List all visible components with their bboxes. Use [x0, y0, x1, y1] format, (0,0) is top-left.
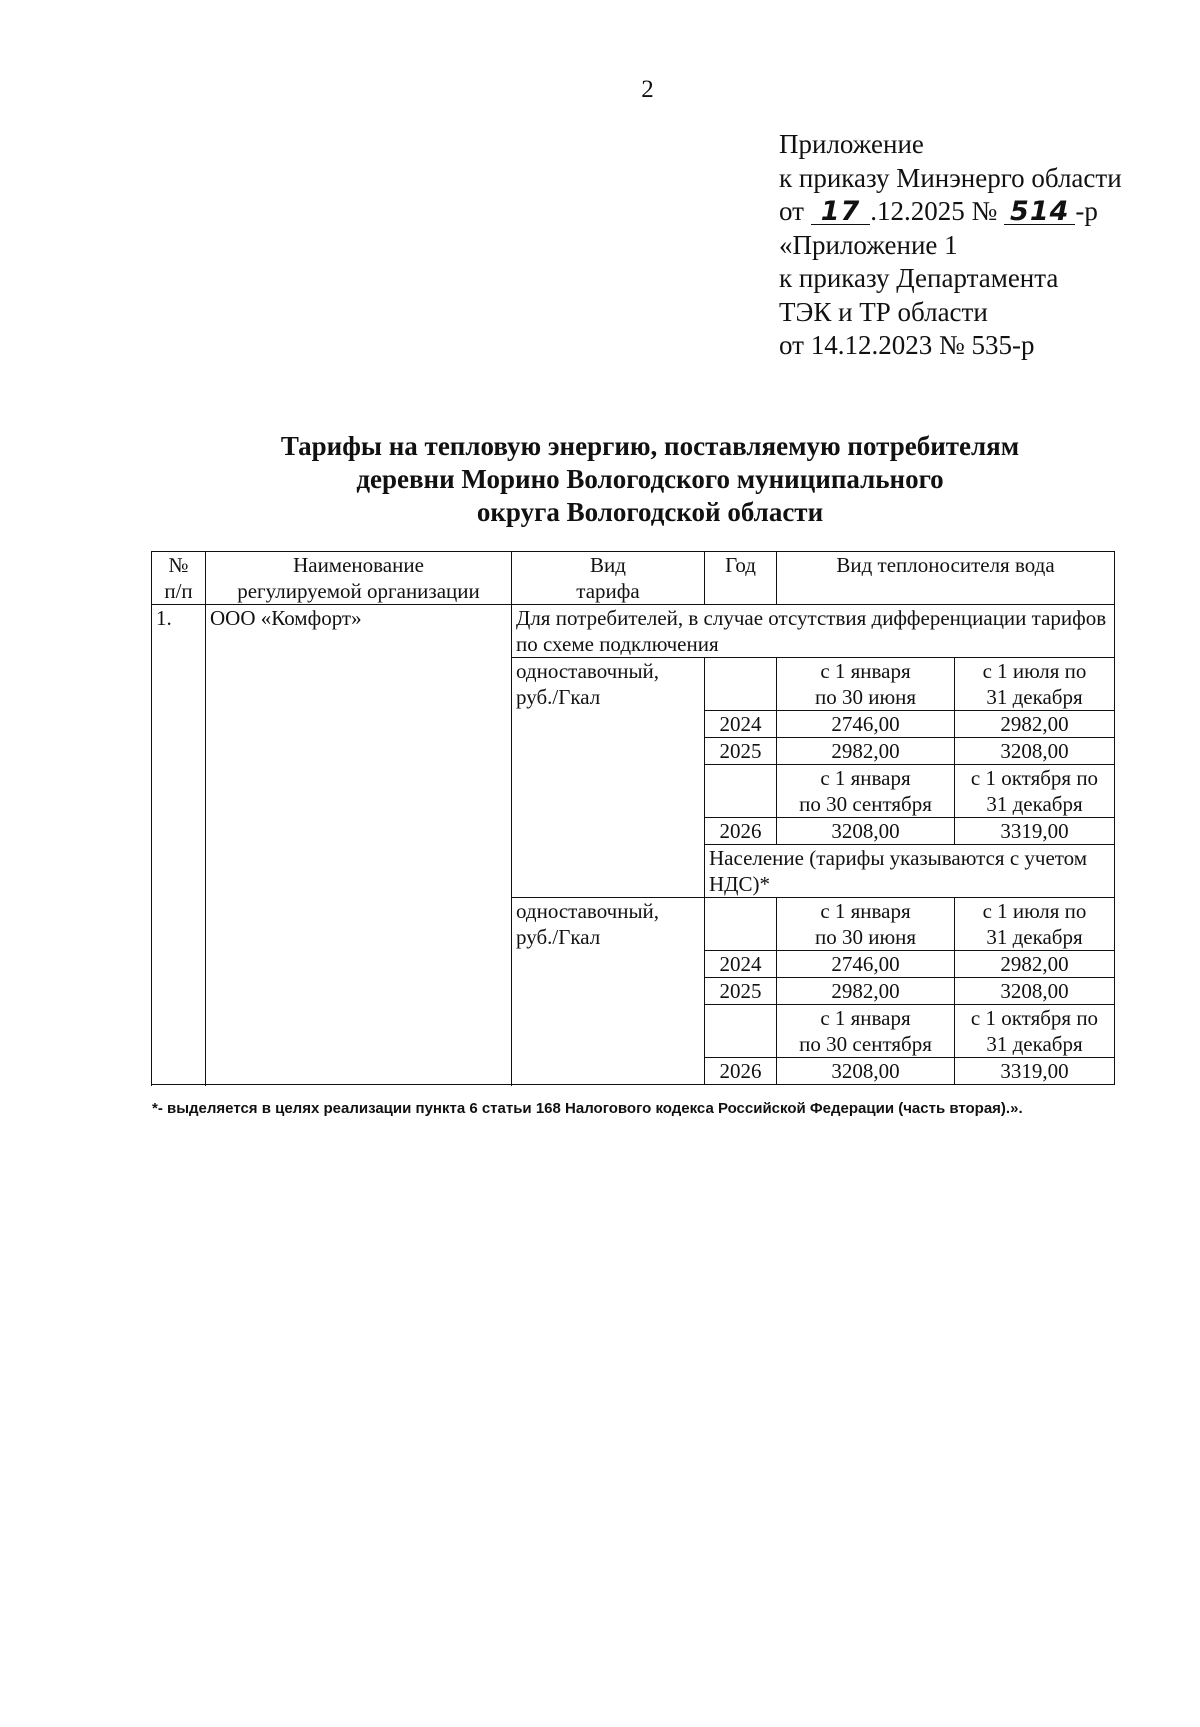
appendix-date-line	[779, 195, 1122, 229]
document-title	[200, 430, 1100, 529]
tariff-value: 3319,00	[955, 818, 1115, 845]
period-first: с 1 января по 30 июня	[777, 898, 955, 951]
year-cell: 2025	[705, 978, 777, 1005]
title-line: Тарифы на тепловую энергию, поставляемую потребителям	[280, 431, 1020, 461]
period-second: с 1 октября по 31 декабря	[955, 765, 1115, 818]
header-carrier: Вид теплоносителя вода	[777, 552, 1115, 605]
group-label: Для потребителей, в случае отсутствия дифференциации тарифов по схеме подключения	[512, 605, 1115, 658]
tariff-value: 3319,00	[955, 1058, 1115, 1085]
appendix-date-prefix: от	[779, 196, 804, 226]
tariff-value: 2746,00	[777, 951, 955, 978]
appendix-line: ТЭК и ТР области	[779, 296, 988, 327]
row-number: 1.	[152, 605, 206, 1085]
tariff-type-cell: одноставочный, руб./Гкал	[512, 658, 705, 898]
tariff-value: 2746,00	[777, 711, 955, 738]
year-cell: 2024	[705, 951, 777, 978]
year-cell	[705, 898, 777, 951]
year-cell: 2024	[705, 711, 777, 738]
period-first: с 1 января по 30 сентября	[777, 1005, 955, 1058]
group-label: Население (тарифы указываются с учетом НДС)*	[705, 845, 1115, 898]
tariff-value: 2982,00	[955, 951, 1115, 978]
appendix-line: к приказу Департамента	[779, 263, 1059, 293]
period-second: с 1 июля по 31 декабря	[955, 658, 1115, 711]
year-cell: 2026	[705, 1058, 777, 1085]
year-cell	[705, 1005, 777, 1058]
year-cell: 2025	[705, 738, 777, 765]
appendix-line: «Приложение 1	[779, 229, 958, 260]
appendix-line: Приложение	[779, 129, 924, 159]
header-row	[152, 552, 1115, 605]
tariff-value: 2982,00	[777, 978, 955, 1005]
header-tariff-type: Вид тарифа	[512, 552, 705, 605]
handwritten-day: 17	[811, 200, 871, 225]
page-number: 2	[641, 76, 654, 103]
title-line: деревни Морино Вологодского муниципального	[356, 464, 944, 494]
tariff-type-cell: одноставочный, руб./Гкал	[512, 898, 705, 1085]
tariff-value: 3208,00	[955, 738, 1115, 765]
appendix-number-suffix: -р	[1075, 196, 1098, 226]
footnote: *- выделяется в целях реализации пункта 6 статьи 168 Налогового кодекса Российской Федерации (часть вторая).».	[152, 1100, 1023, 1117]
appendix-line: от 14.12.2023 № 535-р	[779, 330, 1035, 360]
table-row	[152, 605, 1115, 658]
header-number: № п/п	[152, 552, 206, 605]
appendix-line: к приказу Минэнерго области	[779, 162, 1122, 193]
tariff-value: 2982,00	[955, 711, 1115, 738]
tariff-value: 2982,00	[777, 738, 955, 765]
year-cell: 2026	[705, 818, 777, 845]
period-first: с 1 января по 30 июня	[777, 658, 955, 711]
appendix-block	[779, 128, 1122, 363]
period-first: с 1 января по 30 сентября	[777, 765, 955, 818]
year-cell	[705, 658, 777, 711]
period-second: с 1 октября по 31 декабря	[955, 1005, 1115, 1058]
tariff-value: 3208,00	[955, 978, 1115, 1005]
tariff-value: 3208,00	[777, 818, 955, 845]
appendix-date-rest: .12.2025 №	[870, 196, 998, 226]
title-line: округа Вологодской области	[476, 497, 824, 527]
handwritten-number: 514	[1004, 200, 1075, 225]
tariff-value: 3208,00	[777, 1058, 955, 1085]
header-year: Год	[705, 552, 777, 605]
organization-name: ООО «Комфорт»	[206, 605, 512, 1085]
header-organization: Наименование регулируемой организации	[206, 552, 512, 605]
year-cell	[705, 765, 777, 818]
period-second: с 1 июля по 31 декабря	[955, 898, 1115, 951]
tariff-table	[151, 551, 1115, 1085]
